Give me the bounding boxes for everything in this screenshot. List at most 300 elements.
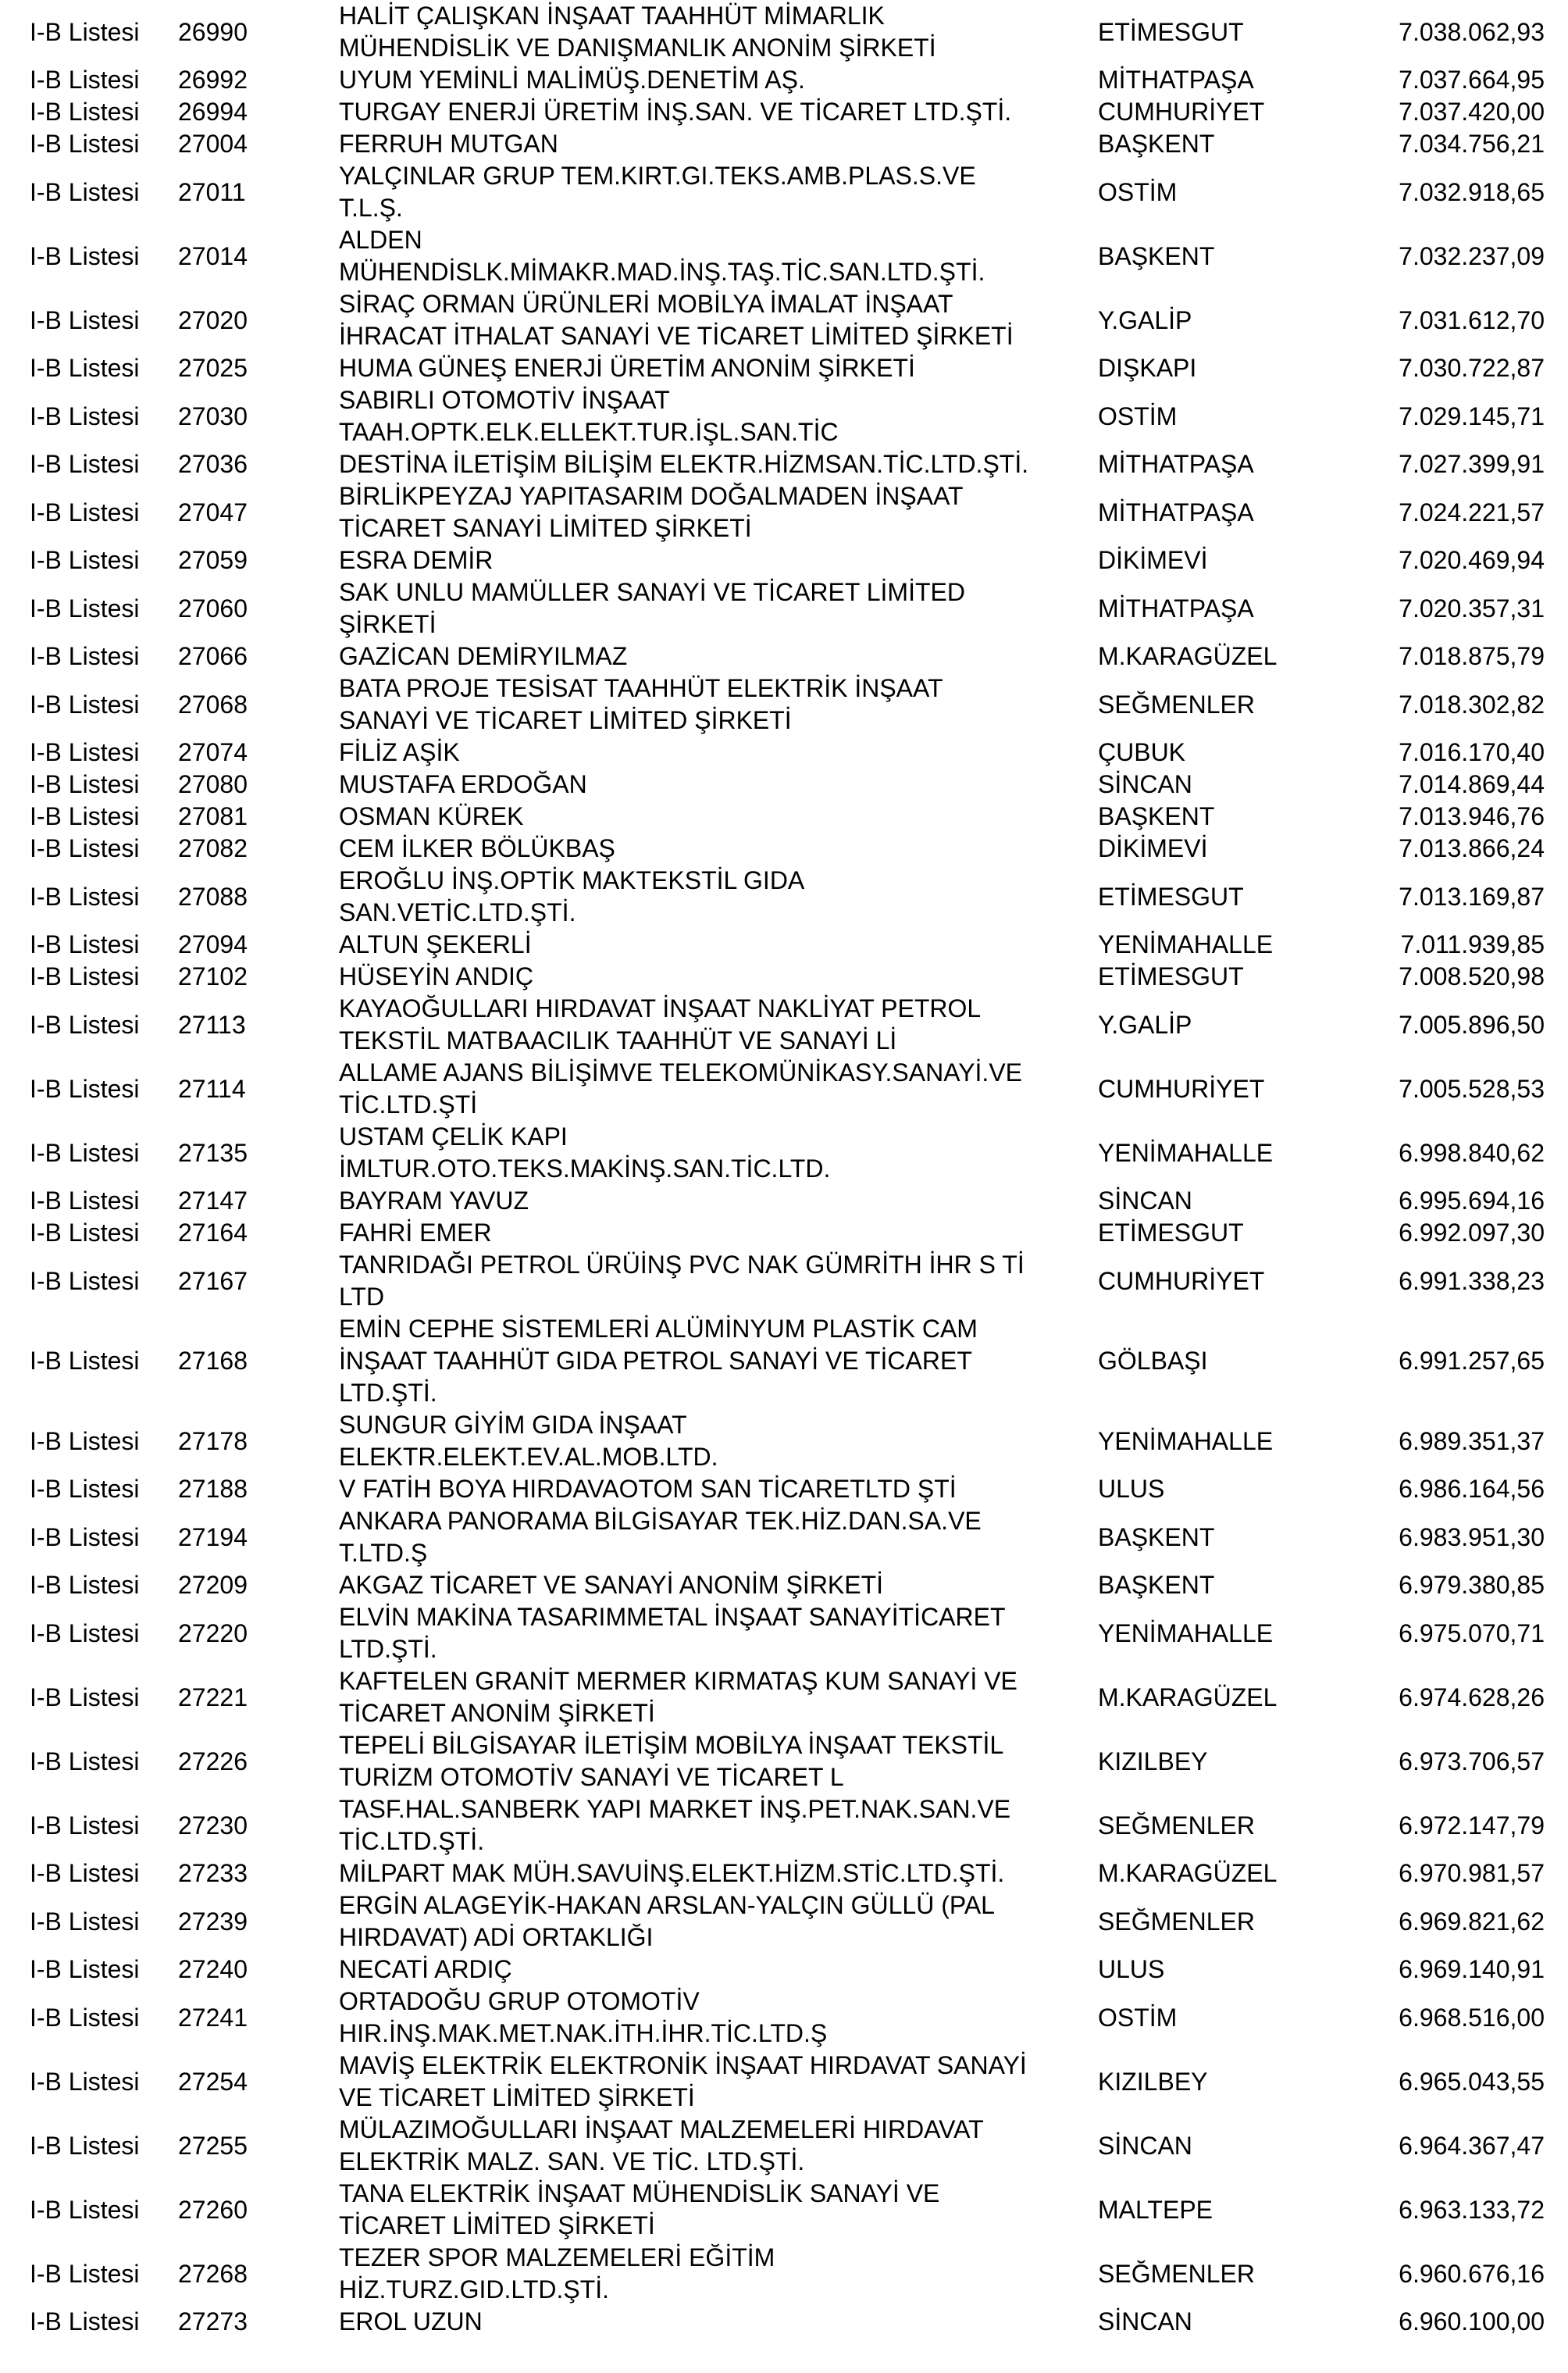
district-cell: ÇUBUK [1098,738,1186,766]
district-cell: YENİMAHALLE [1098,930,1274,958]
amount-cell: 7.034.756,21 [1399,130,1545,158]
company-name-line: NECATİ ARDIÇ [339,1955,512,1983]
list-type-cell: I-B Listesi [30,2131,140,2160]
record-number-cell: 27167 [178,1266,248,1295]
district-cell: MİTHATPAŞA [1098,498,1254,526]
company-name-line: ALDEN [339,226,422,254]
company-name-line: TİCARET SANAYİ LİMİTED ŞİRKETİ [339,514,752,542]
company-name-cell [339,64,1089,96]
amount-cell: 6.995.694,16 [1399,1186,1545,1215]
list-type-cell: I-B Listesi [30,930,140,958]
table-row [0,961,1568,993]
district-cell: M.KARAGÜZEL [1098,1859,1278,1887]
company-name-cell [339,1954,1089,1986]
district-cell: BAŞKENT [1098,1571,1215,1599]
company-name-line: BİRLİKPEYZAJ YAPITASARIM DOĞALMADEN İNŞAAT [339,482,964,510]
company-name-line: MÜHENDİSLİK VE DANIŞMANLIK ANONİM ŞİRKETİ [339,34,936,62]
company-name-cell [339,480,1089,544]
company-name-cell [339,833,1089,865]
company-name-cell [339,1889,1089,1954]
company-name-line: TİCARET LİMİTED ŞİRKETİ [339,2211,655,2239]
amount-cell: 6.998.840,62 [1399,1138,1545,1167]
list-type-cell: I-B Listesi [30,1186,140,1215]
list-type-cell: I-B Listesi [30,1571,140,1599]
amount-cell: 7.018.875,79 [1399,642,1545,670]
company-name-line: MUSTAFA ERDOĞAN [339,770,587,798]
company-name-cell [339,160,1089,224]
table-row [0,288,1568,352]
district-cell: ULUS [1098,1475,1165,1503]
table-row [0,96,1568,128]
company-name-line: TEPELİ BİLGİSAYAR İLETİŞİM MOBİLYA İNŞAAT TEKSTİL [339,1731,1004,1759]
amount-cell: 6.973.706,57 [1399,1747,1545,1775]
record-number-cell: 27011 [178,177,246,206]
record-number-cell: 26994 [178,98,248,126]
table-row [0,1185,1568,1217]
list-type-cell: I-B Listesi [30,1475,140,1503]
amount-cell: 6.991.257,65 [1399,1347,1545,1375]
amount-cell: 7.032.237,09 [1399,241,1545,270]
list-type-cell: I-B Listesi [30,1811,140,1840]
district-cell: SİNCAN [1098,2131,1192,2160]
list-type-cell: I-B Listesi [30,1138,140,1167]
table-row [0,128,1568,160]
district-cell: BAŞKENT [1098,130,1215,158]
amount-cell: 6.986.164,56 [1399,1475,1545,1503]
district-cell: SEĞMENLER [1098,2259,1255,2288]
table-row [0,1986,1568,2050]
company-name-cell [339,1986,1089,2050]
district-cell: MİTHATPAŞA [1098,66,1254,94]
company-name-line: TURİZM OTOMOTİV SANAYİ VE TİCARET L [339,1763,844,1791]
amount-cell: 7.018.302,82 [1399,690,1545,719]
table-row [0,480,1568,544]
company-name-line: MÜLAZIMOĞULLARI İNŞAAT MALZEMELERİ HIRDAVAT [339,2115,984,2143]
table-row [0,801,1568,833]
record-number-cell: 26990 [178,17,248,46]
company-name-line: HÜSEYİN ANDIÇ [339,962,533,990]
company-name-line: MAVİŞ ELEKTRİK ELEKTRONİK İNŞAAT HIRDAVAT SANAYİ [339,2051,1027,2079]
amount-cell: 7.031.612,70 [1399,305,1545,334]
company-name-line: TANA ELEKTRİK İNŞAAT MÜHENDİSLİK SANAYİ VE [339,2179,940,2207]
company-name-cell [339,993,1089,1057]
list-type-cell: I-B Listesi [30,882,140,911]
table-row [0,2242,1568,2306]
company-name-line: İMLTUR.OTO.TEKS.MAKİNŞ.SAN.TİC.LTD. [339,1154,831,1183]
record-number-cell: 27102 [178,962,248,990]
company-name-cell [339,1473,1089,1505]
company-name-line: LTD.ŞTİ. [339,1379,437,1407]
company-name-cell [339,1121,1089,1185]
record-number-cell: 27240 [178,1955,248,1983]
company-name-line: SİRAÇ ORMAN ÜRÜNLERİ MOBİLYA İMALAT İNŞAAT [339,290,953,318]
amount-cell: 6.983.951,30 [1399,1522,1545,1551]
company-name-line: MİLPART MAK MÜH.SAVUİNŞ.ELEKT.HİZM.STİC.LTD.ŞTİ. [339,1859,1005,1887]
list-type-cell: I-B Listesi [30,1618,140,1647]
company-name-line: ESRA DEMİR [339,546,494,574]
record-number-cell: 27066 [178,642,248,670]
record-number-cell: 27094 [178,930,248,958]
record-number-cell: 27241 [178,2003,248,2032]
list-type-cell: I-B Listesi [30,305,140,334]
district-cell: ETİMESGUT [1098,17,1244,46]
company-name-line: ELEKTR.ELEKT.EV.AL.MOB.LTD. [339,1443,718,1471]
company-name-cell [339,352,1089,384]
table-row [0,1793,1568,1857]
record-number-cell: 27114 [178,1074,246,1103]
list-type-cell: I-B Listesi [30,1347,140,1375]
company-name-cell [339,2306,1089,2338]
district-cell: Y.GALİP [1098,305,1192,334]
district-cell: CUMHURİYET [1098,98,1265,126]
table-row [0,384,1568,448]
record-number-cell: 27168 [178,1347,248,1375]
list-type-cell: I-B Listesi [30,2003,140,2032]
company-name-line: TASF.HAL.SANBERK YAPI MARKET İNŞ.PET.NAK.SAN.VE [339,1795,1011,1823]
district-cell: MİTHATPAŞA [1098,594,1254,623]
list-type-cell: I-B Listesi [30,498,140,526]
company-name-line: ALTUN ŞEKERLİ [339,930,532,958]
record-number-cell: 27088 [178,882,248,911]
amount-cell: 7.037.420,00 [1399,98,1545,126]
record-number-cell: 27147 [178,1186,248,1215]
company-name-line: İHRACAT İTHALAT SANAYİ VE TİCARET LİMİTED ŞİRKETİ [339,322,1014,350]
record-number-cell: 27082 [178,834,248,862]
record-number-cell: 27060 [178,594,248,623]
amount-cell: 6.968.516,00 [1399,2003,1545,2032]
district-cell: DİKİMEVİ [1098,546,1208,574]
district-cell: YENİMAHALLE [1098,1618,1274,1647]
company-name-line: UYUM YEMİNLİ MALİMÜŞ.DENETİM AŞ. [339,66,805,94]
table-row [0,1473,1568,1505]
company-name-line: HALİT ÇALIŞKAN İNŞAAT TAAHHÜT MİMARLIK [339,2,885,30]
amount-cell: 6.992.097,30 [1399,1219,1545,1247]
amount-cell: 7.038.062,93 [1399,17,1545,46]
amount-cell: 7.037.664,95 [1399,66,1545,94]
amount-cell: 6.965.043,55 [1399,2067,1545,2096]
company-name-line: SAK UNLU MAMÜLLER SANAYİ VE TİCARET LİMİTED [339,578,965,606]
record-number-cell: 27080 [178,770,248,798]
record-number-cell: 27004 [178,130,248,158]
record-number-cell: 27233 [178,1859,248,1887]
table-row [0,576,1568,641]
company-name-line: KAFTELEN GRANİT MERMER KIRMATAŞ KUM SANAYİ VE [339,1667,1017,1695]
company-name-line: T.L.Ş. [339,194,403,222]
record-number-cell: 27164 [178,1219,248,1247]
amount-cell: 7.005.896,50 [1399,1010,1545,1039]
district-cell: BAŞKENT [1098,241,1215,270]
company-name-line: SAN.VETİC.LTD.ŞTİ. [339,898,576,926]
company-name-cell [339,448,1089,480]
company-name-line: FERRUH MUTGAN [339,130,558,158]
table-row [0,993,1568,1057]
table-row [0,64,1568,96]
table-row [0,1121,1568,1185]
district-cell: OSTİM [1098,2003,1178,2032]
amount-cell: 7.016.170,40 [1399,738,1545,766]
table-row [0,2114,1568,2178]
company-name-line: GAZİCAN DEMİRYILMAZ [339,642,628,670]
district-cell: SEĞMENLER [1098,690,1255,719]
company-name-line: TANRIDAĞI PETROL ÜRÜİNŞ PVC NAK GÜMRİTH İHR S Tİ [339,1251,1025,1279]
record-number-cell: 27226 [178,1747,248,1775]
company-name-line: FAHRİ EMER [339,1219,492,1247]
district-cell: ETİMESGUT [1098,882,1244,911]
list-type-cell: I-B Listesi [30,241,140,270]
company-name-line: V FATİH BOYA HIRDAVAOTOM SAN TİCARETLTD ŞTİ [339,1475,957,1503]
record-number-cell: 27081 [178,802,248,830]
list-type-cell: I-B Listesi [30,1955,140,1983]
company-name-line: FİLİZ AŞİK [339,738,460,766]
district-cell: CUMHURİYET [1098,1074,1265,1103]
company-name-cell [339,1185,1089,1217]
table-row [0,865,1568,929]
company-name-cell [339,1793,1089,1857]
company-name-line: HIR.İNŞ.MAK.MET.NAK.İTH.İHR.TİC.LTD.Ş [339,2019,828,2047]
district-cell: ETİMESGUT [1098,1219,1244,1247]
list-type-cell: I-B Listesi [30,1907,140,1936]
table-row [0,1217,1568,1249]
company-name-cell [339,2242,1089,2306]
record-number-cell: 27254 [178,2067,248,2096]
amount-cell: 7.013.946,76 [1399,802,1545,830]
list-type-cell: I-B Listesi [30,1683,140,1711]
record-number-cell: 27239 [178,1907,248,1936]
list-type-cell: I-B Listesi [30,770,140,798]
company-name-line: EROĞLU İNŞ.OPTİK MAKTEKSTİL GIDA [339,866,805,894]
record-number-cell: 27178 [178,1426,248,1455]
company-name-cell [339,1313,1089,1409]
list-type-cell: I-B Listesi [30,354,140,382]
district-cell: OSTİM [1098,401,1178,430]
company-name-cell [339,1665,1089,1729]
table-row [0,1313,1568,1409]
company-name-line: OSMAN KÜREK [339,802,524,830]
company-name-line: LTD [339,1283,385,1311]
table-row [0,0,1568,64]
table-row [0,352,1568,384]
district-cell: SEĞMENLER [1098,1907,1255,1936]
table-row [0,2306,1568,2338]
record-number-cell: 27273 [178,2307,248,2336]
district-cell: SİNCAN [1098,770,1192,798]
amount-cell: 7.014.869,44 [1399,770,1545,798]
district-cell: MİTHATPAŞA [1098,450,1254,478]
list-type-cell: I-B Listesi [30,1010,140,1039]
table-row [0,2178,1568,2242]
table-row [0,737,1568,769]
amount-cell: 6.969.140,91 [1399,1955,1545,1983]
company-name-line: SUNGUR GİYİM GIDA İNŞAAT [339,1411,687,1439]
amount-cell: 7.005.528,53 [1399,1074,1545,1103]
record-number-cell: 26992 [178,66,248,94]
company-name-line: CEM İLKER BÖLÜKBAŞ [339,834,615,862]
amount-cell: 6.970.981,57 [1399,1859,1545,1887]
company-name-line: ORTADOĞU GRUP OTOMOTİV [339,1987,700,2015]
company-name-line: TEKSTİL MATBAACILIK TAAHHÜT VE SANAYİ Lİ [339,1026,897,1054]
record-number-cell: 27113 [178,1010,246,1039]
company-name-cell [339,96,1089,128]
table-row [0,1889,1568,1954]
district-cell: BAŞKENT [1098,1522,1215,1551]
amount-cell: 6.974.628,26 [1399,1683,1545,1711]
record-number-cell: 27194 [178,1522,248,1551]
company-name-cell [339,641,1089,673]
company-name-line: HIRDAVAT) ADİ ORTAKLIĞI [339,1923,654,1951]
company-name-line: BAYRAM YAVUZ [339,1186,529,1215]
list-type-cell: I-B Listesi [30,546,140,574]
amount-cell: 7.027.399,91 [1399,450,1545,478]
company-name-line: HİZ.TURZ.GID.LTD.ŞTİ. [339,2275,610,2303]
amount-cell: 6.960.676,16 [1399,2259,1545,2288]
table-row [0,1729,1568,1793]
company-name-line: ANKARA PANORAMA BİLGİSAYAR TEK.HİZ.DAN.SA.VE [339,1507,982,1535]
list-type-cell: I-B Listesi [30,1219,140,1247]
record-number-cell: 27230 [178,1811,248,1840]
amount-cell: 7.011.939,85 [1400,930,1545,958]
company-name-line: ALLAME AJANS BİLİŞİMVE TELEKOMÜNİKASY.SANAYİ.VE [339,1058,1022,1087]
amount-cell: 6.963.133,72 [1399,2195,1545,2224]
record-number-cell: 27020 [178,305,248,334]
table-row [0,2050,1568,2114]
company-name-cell [339,673,1089,737]
district-cell: DİKİMEVİ [1098,834,1208,862]
amount-cell: 7.029.145,71 [1399,401,1545,430]
company-name-line: ELVİN MAKİNA TASARIMMETAL İNŞAAT SANAYİTİCARET [339,1603,1006,1631]
list-type-cell: I-B Listesi [30,17,140,46]
company-name-cell [339,1217,1089,1249]
list-type-cell: I-B Listesi [30,98,140,126]
company-name-cell [339,576,1089,641]
company-name-cell [339,384,1089,448]
list-type-cell: I-B Listesi [30,2259,140,2288]
table-row [0,929,1568,961]
list-type-cell: I-B Listesi [30,450,140,478]
table-row [0,1601,1568,1665]
company-name-cell [339,288,1089,352]
amount-cell: 7.030.722,87 [1399,354,1545,382]
record-number-cell: 27030 [178,401,248,430]
district-cell: CUMHURİYET [1098,1266,1265,1295]
amount-cell: 6.991.338,23 [1399,1266,1545,1295]
list-type-cell: I-B Listesi [30,130,140,158]
company-name-line: ŞİRKETİ [339,610,437,638]
table-row [0,544,1568,576]
record-number-cell: 27188 [178,1475,248,1503]
company-name-line: TEZER SPOR MALZEMELERİ EĞİTİM [339,2243,775,2271]
district-cell: OSTİM [1098,177,1178,206]
company-name-line: TURGAY ENERJİ ÜRETİM İNŞ.SAN. VE TİCARET LTD.ŞTİ. [339,98,1012,126]
amount-cell: 7.032.918,65 [1399,177,1545,206]
company-name-cell [339,1249,1089,1313]
company-name-line: SABIRLI OTOMOTİV İNŞAAT [339,386,670,414]
district-cell: SİNCAN [1098,2307,1192,2336]
company-name-line: TİC.LTD.ŞTİ [339,1090,478,1119]
amount-cell: 7.008.520,98 [1399,962,1545,990]
company-name-line: KAYAOĞULLARI HIRDAVAT İNŞAAT NAKLİYAT PETROL [339,994,982,1022]
list-type-cell: I-B Listesi [30,1859,140,1887]
company-name-line: EROL UZUN [339,2307,483,2336]
table-row [0,833,1568,865]
record-number-cell: 27036 [178,450,248,478]
company-name-cell [339,737,1089,769]
record-number-cell: 27014 [178,241,248,270]
record-number-cell: 27221 [178,1683,248,1711]
list-type-cell: I-B Listesi [30,642,140,670]
record-number-cell: 27260 [178,2195,248,2224]
company-name-cell [339,769,1089,801]
company-name-line: İNŞAAT TAAHHÜT GIDA PETROL SANAYİ VE TİCARET [339,1347,972,1375]
list-type-cell: I-B Listesi [30,2195,140,2224]
table-row [0,673,1568,737]
company-name-line: DESTİNA İLETİŞİM BİLİŞİM ELEKTR.HİZMSAN.TİC.LTD.ŞTİ. [339,450,1029,478]
list-type-cell: I-B Listesi [30,66,140,94]
district-cell: Y.GALİP [1098,1010,1192,1039]
company-name-cell [339,128,1089,160]
company-name-line: USTAM ÇELİK KAPI [339,1122,568,1151]
district-cell: KIZILBEY [1098,1747,1208,1775]
list-type-cell: I-B Listesi [30,1266,140,1295]
table-row [0,1954,1568,1986]
amount-cell: 6.975.070,71 [1399,1618,1545,1647]
district-cell: DIŞKAPI [1098,354,1197,382]
record-number-cell: 27268 [178,2259,248,2288]
record-number-cell: 27068 [178,690,248,719]
company-name-cell [339,2178,1089,2242]
record-number-cell: 27059 [178,546,248,574]
company-name-line: TAAH.OPTK.ELK.ELLEKT.TUR.İŞL.SAN.TİC [339,418,839,446]
record-number-cell: 27255 [178,2131,248,2160]
company-name-line: LTD.ŞTİ. [339,1635,437,1663]
amount-cell: 6.960.100,00 [1399,2307,1545,2336]
table-row [0,224,1568,288]
list-type-cell: I-B Listesi [30,401,140,430]
district-cell: SEĞMENLER [1098,1811,1255,1840]
table-row [0,641,1568,673]
company-name-line: EMİN CEPHE SİSTEMLERİ ALÜMİNYUM PLASTİK CAM [339,1315,978,1343]
list-type-cell: I-B Listesi [30,2307,140,2336]
amount-cell: 7.013.169,87 [1399,882,1545,911]
list-type-cell: I-B Listesi [30,1074,140,1103]
district-cell: GÖLBAŞI [1098,1347,1208,1375]
amount-cell: 6.989.351,37 [1399,1426,1545,1455]
amount-cell: 6.972.147,79 [1399,1811,1545,1840]
record-number-cell: 27135 [178,1138,248,1167]
table-row [0,1249,1568,1313]
district-cell: M.KARAGÜZEL [1098,642,1278,670]
list-type-cell: I-B Listesi [30,1522,140,1551]
list-type-cell: I-B Listesi [30,690,140,719]
company-name-cell [339,929,1089,961]
company-name-cell [339,961,1089,993]
company-name-line: VE TİCARET LİMİTED ŞİRKETİ [339,2083,695,2111]
list-type-cell: I-B Listesi [30,738,140,766]
company-name-cell [339,1601,1089,1665]
company-name-line: SANAYİ VE TİCARET LİMİTED ŞİRKETİ [339,706,792,734]
district-cell: MALTEPE [1098,2195,1213,2224]
record-number-cell: 27209 [178,1571,248,1599]
list-type-cell: I-B Listesi [30,1426,140,1455]
company-name-cell [339,2050,1089,2114]
company-name-line: YALÇINLAR GRUP TEM.KIRT.GI.TEKS.AMB.PLAS.S.VE [339,162,976,190]
list-type-cell: I-B Listesi [30,802,140,830]
table-row [0,448,1568,480]
company-name-cell [339,1857,1089,1889]
amount-cell: 6.969.821,62 [1399,1907,1545,1936]
company-name-cell [339,1569,1089,1601]
company-name-line: ELEKTRİK MALZ. SAN. VE TİC. LTD.ŞTİ. [339,2147,805,2175]
district-cell: YENİMAHALLE [1098,1138,1274,1167]
